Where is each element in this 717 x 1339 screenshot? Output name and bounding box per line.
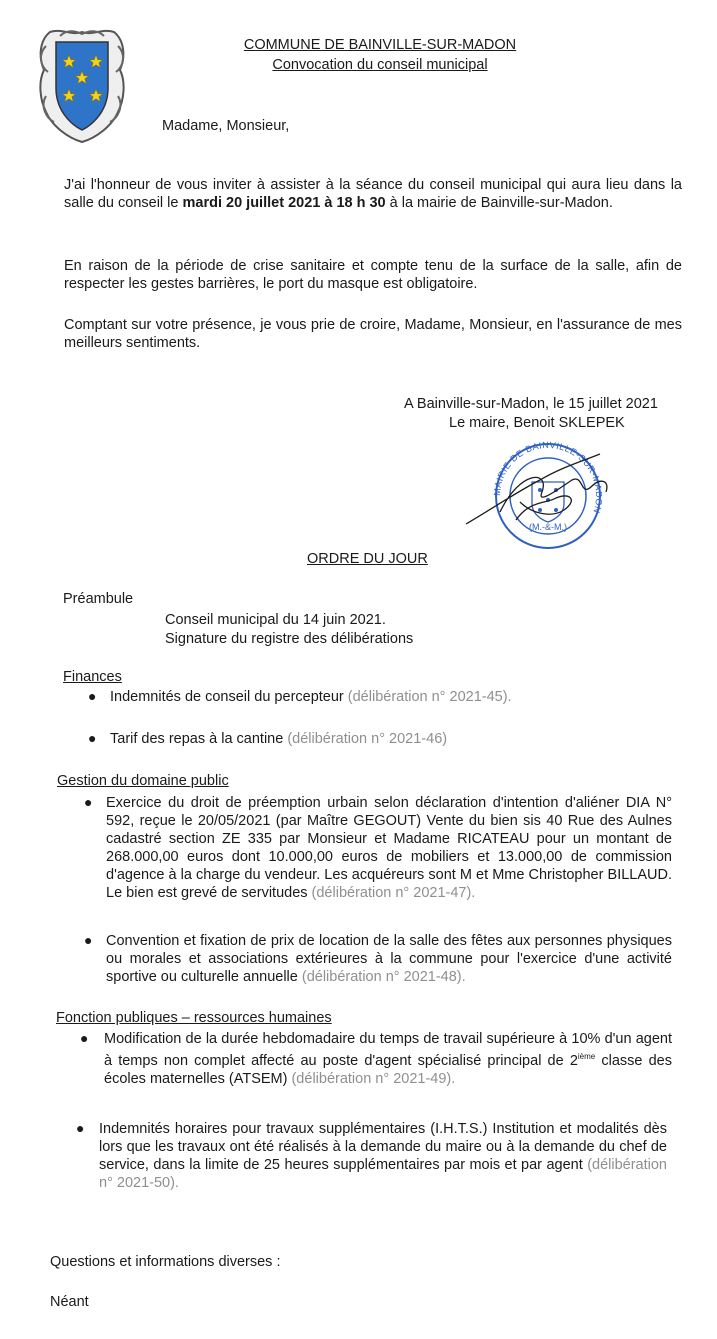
preambule-title: Préambule xyxy=(63,591,134,607)
signatory: Le maire, Benoit SKLEPEK xyxy=(449,415,625,431)
rh-title: Fonction publiques – ressources humaines xyxy=(56,1010,332,1026)
stamp-ring-text: MAIRIE DE BAINVILLE-SUR-MADON xyxy=(491,440,605,515)
preambule-line: Signature du registre des délibérations xyxy=(165,631,414,647)
questions-title: Questions et informations diverses : xyxy=(50,1254,281,1270)
commune-title: COMMUNE DE BAINVILLE-SUR-MADON xyxy=(243,37,517,53)
document-subtitle: Convocation du conseil municipal xyxy=(272,57,488,73)
bullet-icon: ● xyxy=(80,1030,89,1046)
agenda-item: Exercice du droit de préemption urbain selon déclaration d'intention d'aliéner DIA N° 592, reçue le 20/05/2021 (par Maître GEGOUT) Vente du bien sis 40 Rue des Aulnes cadastré section ZE 335 par Monsieur et Madame RICATEAU pour un montant de 268.000,00 euros dont 10.000,00 euros de mobiliers et 13.000,00 de commission d'agence à la charge du vendeur. Les acquéreurs sont M et Mme Christopher BILLAUD. Le bien est grevé de servitudes (délibération n° 2021-47). xyxy=(106,795,672,901)
domaine-title: Gestion du domaine public xyxy=(57,773,229,789)
agenda-item: Tarif des repas à la cantine (délibération n° 2021-46) xyxy=(110,731,448,747)
meeting-date: mardi 20 juillet 2021 à 18 h 30 xyxy=(182,195,386,211)
salutation: Madame, Monsieur, xyxy=(162,118,290,134)
finances-title: Finances xyxy=(63,669,122,685)
bullet-icon: ● xyxy=(84,932,93,948)
questions-answer: Néant xyxy=(50,1294,89,1310)
stamp-bottom-text: (M.-&-M.) xyxy=(529,522,567,532)
closing-paragraph: Comptant sur votre présence, je vous prie de croire, Madame, Monsieur, en l'assurance de mes meilleurs sentiments. xyxy=(64,317,682,351)
bullet-icon: ● xyxy=(76,1120,85,1136)
place-date: A Bainville-sur-Madon, le 15 juillet 2021 xyxy=(404,396,658,412)
sanitary-paragraph: En raison de la période de crise sanitaire et compte tenu de la surface de la salle, afin de respecter les gestes barrières, le port du masque est obligatoire. xyxy=(64,258,682,292)
agenda-item: Indemnités de conseil du percepteur (délibération n° 2021-45). xyxy=(110,689,512,705)
preambule-line: Conseil municipal du 14 juin 2021. xyxy=(165,612,386,628)
svg-text:MAIRIE DE BAINVILLE-SUR-MADON xyxy=(492,440,604,515)
mairie-stamp-icon xyxy=(460,440,620,552)
agenda-item: Modification de la durée hebdomadaire du temps de travail supérieure à 10% d'un agent à temps non complet affecté au poste d'agent spécialisé principal de 2ième classe des écoles maternelles (ATSEM) (délibération n° 2021-49). xyxy=(104,1031,672,1087)
bullet-icon: ● xyxy=(88,730,97,746)
agenda-item: Indemnités horaires pour travaux supplémentaires (I.H.T.S.) Institution et modalités dès lors que les travaux ont été réalisés à la demande du maire ou à la demande du chef de service, dans la limite de 25 heures supplémentaires par mois et par agent (délibération n° 2021-50). xyxy=(99,1121,667,1191)
agenda-title: ORDRE DU JOUR xyxy=(307,551,428,567)
bullet-icon: ● xyxy=(84,794,93,810)
bullet-icon: ● xyxy=(88,688,97,704)
invitation-paragraph: J'ai l'honneur de vous inviter à assister à la séance du conseil municipal qui aura lieu dans la salle du conseil le mardi 20 juillet 2021 à 18 h 30 à la mairie de Bainville-sur-Madon. xyxy=(64,177,682,211)
agenda-item: Convention et fixation de prix de location de la salle des fêtes aux personnes physiques ou morales et associations extérieures à la commune pour l'exercice d'une activité sportive ou culturelle annuelle (délibération n° 2021-48). xyxy=(106,933,672,985)
